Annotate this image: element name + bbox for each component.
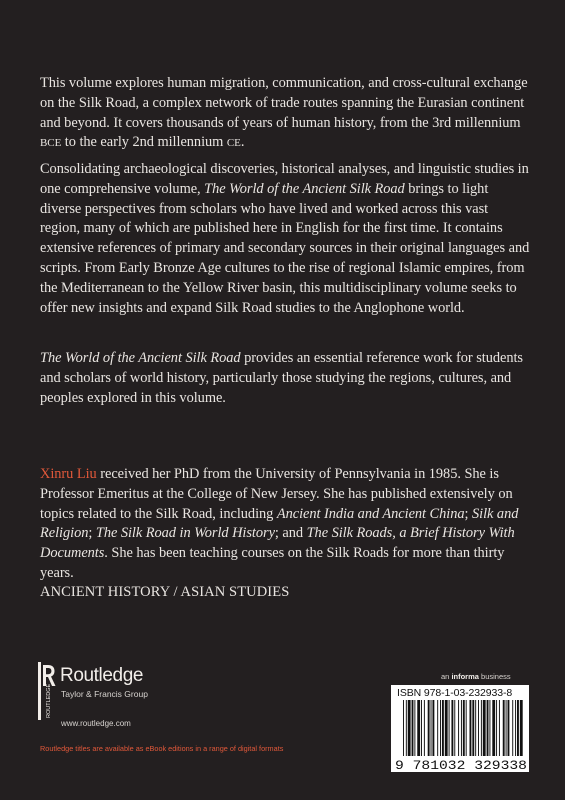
barcode-bar <box>472 700 474 756</box>
barcode-bar <box>517 700 519 756</box>
barcode-bar <box>445 700 448 756</box>
informa-prefix: an <box>441 672 452 681</box>
barcode-bar <box>440 700 441 756</box>
author-name: Xinru Liu <box>40 466 97 482</box>
era-bce: bce <box>40 134 62 151</box>
barcode-bar <box>499 700 500 756</box>
p2-text-b: brings to light diverse perspectives from scholars who have lived and worked across this vast region, many of which are published here in English for the first time. It contains extensive references of primary and secondary sources in their original languages and scripts. From Early Bronze Age cultures to the rise of regional Islamic empires, from the Mediterranean to the Yellow River basin, this multidisciplinary volume seeks to offer new insights and expand Silk Road studies to the Anglophone world. <box>40 180 530 316</box>
bio-text-b: . She has been teaching courses on the Silk Roads for more than thirty years. <box>40 545 505 581</box>
author-bio <box>40 465 530 584</box>
barcode-bar <box>489 700 490 756</box>
ebook-note: Routledge titles are available as eBook editions in a range of digital formats <box>40 744 284 753</box>
barcode-bar <box>403 700 404 756</box>
barcode-bar <box>412 700 414 756</box>
barcode-bar <box>451 700 453 756</box>
barcode-digits: 9 781032 329338 <box>395 759 527 772</box>
barcode-bar <box>496 700 497 756</box>
informa-suffix: business <box>478 672 511 681</box>
barcode-bar <box>466 700 467 756</box>
barcode-bar <box>506 700 507 756</box>
bio-sep-3: ; and <box>274 525 307 542</box>
p1-text-c: . <box>240 134 245 151</box>
barcode-bar <box>449 700 450 756</box>
barcode-bar <box>483 700 486 756</box>
bio-book-4: The Silk Roads, a Brief History With Documents <box>40 525 515 562</box>
p1-text-a: This volume explores human migration, communication, and cross-cultural exchange on the Silk Road, a complex network of trade routes spanning the Eurasian continent and beyond. It covers thousands of years of human history, from the 3rd millennium <box>40 75 528 131</box>
barcode-bar <box>424 700 425 756</box>
barcode-bar <box>454 700 455 756</box>
barcode-bar <box>475 700 476 756</box>
barcode-bar <box>442 700 444 756</box>
informa-brand: informa <box>451 672 479 681</box>
bio-sep-2: ; <box>88 525 96 542</box>
era-ce: ce <box>226 134 241 151</box>
bio-book-3: The Silk Road in World History <box>95 525 275 542</box>
isbn-barcode <box>391 685 529 772</box>
bio-book-2: Silk and Religion <box>40 505 519 542</box>
routledge-r-icon <box>38 662 56 720</box>
barcode-bar <box>428 700 430 756</box>
p3-book-title: The World of the Ancient Silk Road <box>40 350 241 366</box>
barcode-bar <box>431 700 432 756</box>
barcode-bar <box>520 700 523 756</box>
p2-text-a: Consolidating archaeological discoveries, historical analyses, and linguistic studies in one comprehensive volume, <box>40 161 529 197</box>
publisher-url: www.routledge.com <box>61 719 131 728</box>
description-paragraph-3 <box>40 349 530 408</box>
p2-book-title: The World of the Ancient Silk Road <box>204 180 405 197</box>
routledge-logo <box>38 662 198 732</box>
publisher-group: Taylor & Francis Group <box>61 689 148 699</box>
barcode-bar <box>463 700 465 756</box>
p3-text-b: provides an essential reference work for students and scholars of world history, particularly those studying the regions, cultures, and peoples explored in this volume. <box>40 350 523 406</box>
barcode-bar <box>481 700 482 756</box>
isbn-text: ISBN 978-1-03-232933-8 <box>397 687 513 699</box>
bio-book-1: Ancient India and Ancient China <box>276 505 465 522</box>
barcode-bar <box>437 700 438 756</box>
subject-category: ANCIENT HISTORY / ASIAN STUDIES <box>40 584 290 600</box>
barcode-bar <box>478 700 479 756</box>
barcode-bar <box>503 700 505 756</box>
description-paragraph-2 <box>40 160 530 318</box>
description-paragraph-1 <box>40 74 530 153</box>
barcode-bar <box>492 700 495 756</box>
barcode-bar <box>458 700 459 756</box>
barcode-bar <box>432 700 434 756</box>
barcode-bar <box>487 700 489 756</box>
publisher-name: Routledge <box>60 665 144 686</box>
barcode-bar <box>406 700 407 756</box>
p1-text-b: to the early 2nd millennium <box>61 134 227 151</box>
barcode-bar <box>408 700 411 756</box>
bio-text-a: received her PhD from the University of Pennsylvania in 1985. She is Professor Emeritus at the College of New Jersey. She has published extensively on topics related to the Silk Road, including <box>40 466 513 522</box>
barcode-bar <box>508 700 510 756</box>
barcode-bar <box>461 700 462 756</box>
bio-sep-1: ; <box>464 505 472 522</box>
barcode-bar <box>512 700 513 756</box>
barcode-icon <box>391 700 529 772</box>
barcode-bar <box>417 700 420 756</box>
svg-text:ROUTLEDGE: ROUTLEDGE <box>46 683 52 718</box>
barcode-bar <box>421 700 422 756</box>
barcode-bar <box>515 700 516 756</box>
barcode-bar <box>470 700 472 756</box>
informa-business-label <box>441 672 511 681</box>
barcode-bar <box>414 700 415 756</box>
